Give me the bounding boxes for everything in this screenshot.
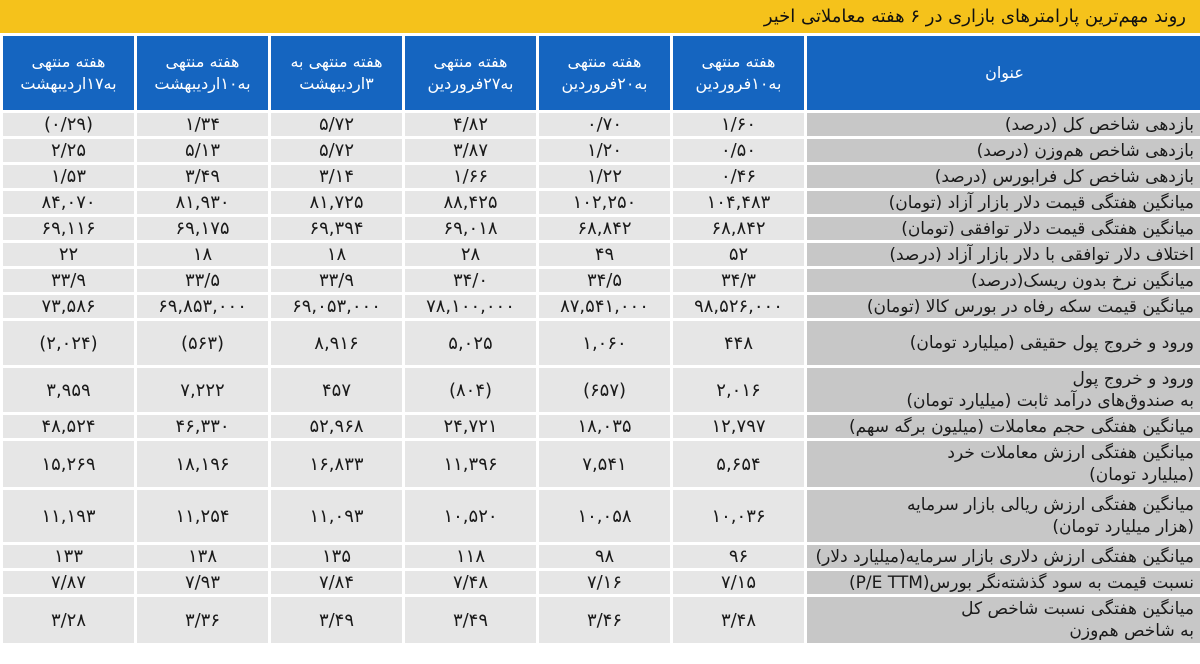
cell-week-6: ۳/۲۸ [2,596,136,645]
cell-week-5: ۶۹,۱۷۵ [136,216,270,242]
header-week-3: هفته منتهی به۲۷فروردین [404,35,538,112]
cell-week-6: ۱۱,۱۹۳ [2,489,136,544]
cell-week-4: ۸,۹۱۶ [270,320,404,367]
cell-week-4: ۶۹,۳۹۴ [270,216,404,242]
cell-week-6: ۷/۸۷ [2,570,136,596]
table-row [2,112,1200,138]
cell-week-3: ۷/۴۸ [404,570,538,596]
cell-week-1: ۶۸,۸۴۲ [672,216,806,242]
table-row [2,320,1200,367]
table-row [2,570,1200,596]
cell-week-5: ۱۸,۱۹۶ [136,440,270,489]
header-label: عنوان [806,35,1200,112]
cell-week-2: ۳۴/۵ [538,268,672,294]
cell-week-2: ۷,۵۴۱ [538,440,672,489]
cell-week-2: ۰/۷۰ [538,112,672,138]
cell-week-5: ۶۹,۸۵۳,۰۰۰ [136,294,270,320]
cell-week-3: ۱/۶۶ [404,164,538,190]
cell-week-5: ۳/۳۶ [136,596,270,645]
cell-week-3: ۴/۸۲ [404,112,538,138]
cell-week-2: ۸۷,۵۴۱,۰۰۰ [538,294,672,320]
cell-week-6: ۲۲ [2,242,136,268]
cell-week-3: ۸۸,۴۲۵ [404,190,538,216]
cell-week-3: ۱۰,۵۲۰ [404,489,538,544]
cell-week-2: ۱۸,۰۳۵ [538,414,672,440]
cell-week-5: (۵۶۳) [136,320,270,367]
cell-week-3: ۳۴/۰ [404,268,538,294]
table-row [2,489,1200,544]
cell-week-2: ۴۹ [538,242,672,268]
cell-week-1: ۲,۰۱۶ [672,367,806,414]
cell-week-4: ۵/۷۲ [270,112,404,138]
cell-week-5: ۱۳۸ [136,544,270,570]
table-row [2,414,1200,440]
header-week-1: هفته منتهی به۱۰فروردین [672,35,806,112]
cell-week-3: ۳/۸۷ [404,138,538,164]
row-label: میانگین هفتگی قیمت دلار بازار آزاد (تومان) [806,190,1200,216]
cell-week-3: ۵,۰۲۵ [404,320,538,367]
header-row [2,35,1200,112]
table-title: روند مهم‌ترین پارامترهای بازاری در ۶ هفته معاملاتی اخیر [763,6,1186,27]
cell-week-1: ۷/۱۵ [672,570,806,596]
cell-week-4: ۵/۷۲ [270,138,404,164]
cell-week-2: (۶۵۷) [538,367,672,414]
cell-week-5: ۱۱,۲۵۴ [136,489,270,544]
row-label: میانگین هفتگی قیمت دلار توافقی (تومان) [806,216,1200,242]
cell-week-1: ۰/۵۰ [672,138,806,164]
row-label: ورود و خروج پول حقیقی (میلیارد تومان) [806,320,1200,367]
table-row [2,367,1200,414]
table-row [2,596,1200,645]
cell-week-4: ۱۶,۸۳۳ [270,440,404,489]
cell-week-3: ۲۴,۷۲۱ [404,414,538,440]
cell-week-6: ۸۴,۰۷۰ [2,190,136,216]
cell-week-6: (۲,۰۲۴) [2,320,136,367]
cell-week-1: ۰/۴۶ [672,164,806,190]
cell-week-4: ۱۸ [270,242,404,268]
cell-week-3: ۲۸ [404,242,538,268]
title-bar [0,0,1200,33]
cell-week-6: ۷۳,۵۸۶ [2,294,136,320]
cell-week-4: ۳/۴۹ [270,596,404,645]
header-week-2: هفته منتهی به۲۰فروردین [538,35,672,112]
row-label: ورود و خروج پول به صندوق‌های درآمد ثابت (میلیارد تومان) [806,367,1200,414]
cell-week-3: ۱۱۸ [404,544,538,570]
table-row [2,268,1200,294]
cell-week-3: ۳/۴۹ [404,596,538,645]
cell-week-3: ۱۱,۳۹۶ [404,440,538,489]
cell-week-1: ۳/۴۸ [672,596,806,645]
row-label: بازدهی شاخص هم‌وزن (درصد) [806,138,1200,164]
table-row [2,242,1200,268]
cell-week-2: ۹۸ [538,544,672,570]
table-row [2,138,1200,164]
cell-week-5: ۱۸ [136,242,270,268]
cell-week-3: ۶۹,۰۱۸ [404,216,538,242]
cell-week-4: ۴۵۷ [270,367,404,414]
cell-week-2: ۷/۱۶ [538,570,672,596]
cell-week-5: ۵/۱۳ [136,138,270,164]
row-label: میانگین هفتگی ارزش معاملات خرد (میلیارد تومان) [806,440,1200,489]
table-row [2,164,1200,190]
cell-week-2: ۶۸,۸۴۲ [538,216,672,242]
table-row [2,544,1200,570]
cell-week-1: ۴۴۸ [672,320,806,367]
cell-week-4: ۸۱,۷۲۵ [270,190,404,216]
cell-week-3: (۸۰۴) [404,367,538,414]
cell-week-4: ۵۲,۹۶۸ [270,414,404,440]
cell-week-6: ۳۳/۹ [2,268,136,294]
cell-week-2: ۱/۲۲ [538,164,672,190]
cell-week-1: ۱/۶۰ [672,112,806,138]
cell-week-2: ۱۰,۰۵۸ [538,489,672,544]
header-week-6: هفته منتهی به۱۷اردیبهشت [2,35,136,112]
cell-week-5: ۳۳/۵ [136,268,270,294]
cell-week-1: ۵,۶۵۴ [672,440,806,489]
cell-week-1: ۹۸,۵۲۶,۰۰۰ [672,294,806,320]
table-row [2,294,1200,320]
cell-week-4: ۱۳۵ [270,544,404,570]
row-label: بازدهی شاخص کل فرابورس (درصد) [806,164,1200,190]
cell-week-5: ۱/۳۴ [136,112,270,138]
row-label: اختلاف دلار توافقی با دلار بازار آزاد (درصد) [806,242,1200,268]
cell-week-6: ۶۹,۱۱۶ [2,216,136,242]
cell-week-5: ۴۶,۳۳۰ [136,414,270,440]
cell-week-4: ۱۱,۰۹۳ [270,489,404,544]
cell-week-1: ۵۲ [672,242,806,268]
cell-week-6: (۰/۲۹) [2,112,136,138]
cell-week-1: ۱۲,۷۹۷ [672,414,806,440]
row-label: میانگین قیمت سکه رفاه در بورس کالا (تومان) [806,294,1200,320]
table-row [2,216,1200,242]
cell-week-4: ۷/۸۴ [270,570,404,596]
row-label: بازدهی شاخص کل (درصد) [806,112,1200,138]
table-row [2,440,1200,489]
cell-week-2: ۱/۲۰ [538,138,672,164]
cell-week-6: ۱۳۳ [2,544,136,570]
table-row [2,190,1200,216]
cell-week-2: ۱,۰۶۰ [538,320,672,367]
cell-week-6: ۱۵,۲۶۹ [2,440,136,489]
cell-week-6: ۳,۹۵۹ [2,367,136,414]
cell-week-2: ۱۰۲,۲۵۰ [538,190,672,216]
cell-week-6: ۴۸,۵۲۴ [2,414,136,440]
cell-week-5: ۷,۲۲۲ [136,367,270,414]
cell-week-6: ۱/۵۳ [2,164,136,190]
row-label: میانگین هفتگی ارزش دلاری بازار سرمایه(میلیارد دلار) [806,544,1200,570]
header-week-5: هفته منتهی به۱۰اردیبهشت [136,35,270,112]
cell-week-1: ۳۴/۳ [672,268,806,294]
row-label: میانگین هفتگی حجم معاملات (میلیون برگه سهم) [806,414,1200,440]
cell-week-1: ۱۰,۰۳۶ [672,489,806,544]
cell-week-3: ۷۸,۱۰۰,۰۰۰ [404,294,538,320]
cell-week-2: ۳/۴۶ [538,596,672,645]
cell-week-1: ۱۰۴,۴۸۳ [672,190,806,216]
cell-week-1: ۹۶ [672,544,806,570]
row-label: نسبت قیمت به سود گذشته‌نگر بورس(P/E TTM) [806,570,1200,596]
row-label: میانگین هفتگی نسبت شاخص کل به شاخص هم‌وزن [806,596,1200,645]
row-label: میانگین هفتگی ارزش ریالی بازار سرمایه (هزار میلیارد تومان) [806,489,1200,544]
cell-week-4: ۳۳/۹ [270,268,404,294]
cell-week-5: ۷/۹۳ [136,570,270,596]
cell-week-5: ۸۱,۹۳۰ [136,190,270,216]
row-label: میانگین نرخ بدون ریسک(درصد) [806,268,1200,294]
cell-week-6: ۲/۲۵ [2,138,136,164]
market-parameters-table [0,33,1200,646]
cell-week-5: ۳/۴۹ [136,164,270,190]
cell-week-4: ۶۹,۰۵۳,۰۰۰ [270,294,404,320]
cell-week-4: ۳/۱۴ [270,164,404,190]
header-week-4: هفته منتهی به ۳اردیبهشت [270,35,404,112]
